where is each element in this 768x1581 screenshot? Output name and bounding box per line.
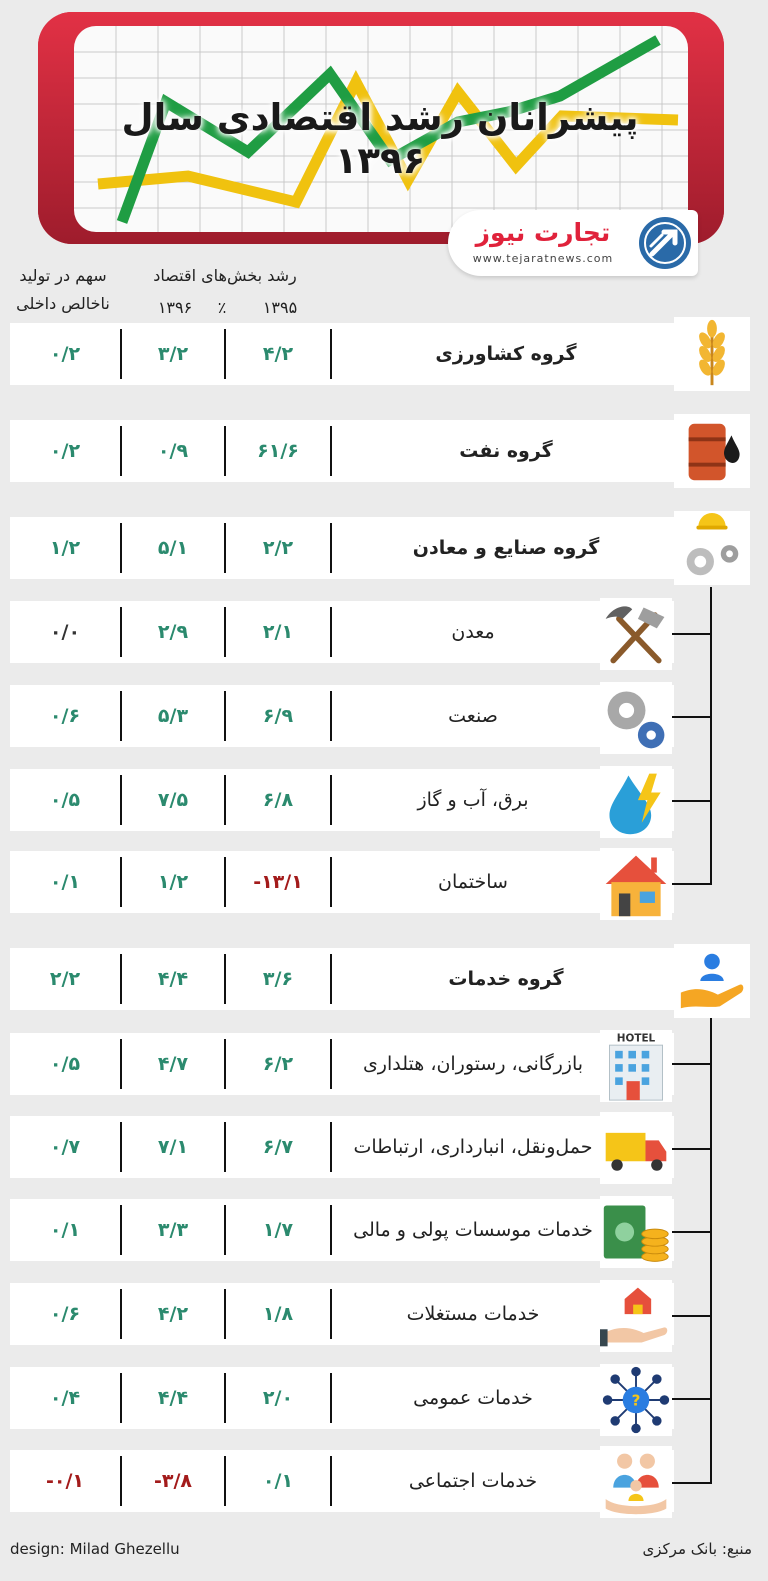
header-share-line1: سهم در تولید (19, 266, 107, 285)
growth-1395-value: ۲/۲ (262, 537, 294, 559)
bracket-tick (672, 883, 712, 885)
growth-1396-value: ۴/۴ (157, 1387, 189, 1409)
table-row (10, 851, 674, 913)
wheat-icon (674, 317, 750, 391)
growth-1395-value: ۱/۸ (262, 1303, 294, 1325)
logo-arrow-icon (638, 216, 692, 270)
growth-1395-value: ۶۱/۶ (257, 440, 299, 462)
water-electricity-icon (600, 766, 672, 838)
gears-icon (600, 682, 672, 754)
column-divider (330, 1289, 332, 1339)
growth-1396-value: ۳/۳ (157, 1219, 189, 1241)
growth-1395-value: ۶/۸ (262, 789, 294, 811)
column-divider (330, 857, 332, 907)
growth-1395-value: ۳/۶ (262, 968, 294, 990)
share-value: ۰/۵ (49, 1053, 81, 1075)
logo-name: تجارت نیوز (475, 218, 611, 247)
bracket-tick (672, 633, 712, 635)
money-coins-icon (600, 1196, 672, 1268)
growth-1396-value: ۳/۲ (157, 343, 189, 365)
growth-1396-value: ۷/۱ (157, 1136, 189, 1158)
sector-label: برق، آب و گاز (417, 789, 529, 811)
growth-1395-value: ۰/۱ (262, 1470, 294, 1492)
design-credit: design: Milad Ghezellu (10, 1540, 180, 1558)
table-row (10, 685, 674, 747)
house-icon (600, 848, 672, 920)
column-divider (330, 1205, 332, 1255)
header-1395: ۱۳۹۵ (262, 298, 298, 317)
sector-label: خدمات اجتماعی (408, 1470, 538, 1492)
sector-label: خدمات عمومی (413, 1387, 533, 1409)
growth-1396-value: ۲/۹ (157, 621, 189, 643)
column-divider (330, 1039, 332, 1089)
industry-gears-icon (674, 511, 750, 585)
growth-1396-value: -۳/۸ (153, 1470, 193, 1492)
growth-1395-value: ۴/۲ (262, 343, 294, 365)
sector-label: حمل‌ونقل، انبارداری، ارتباطات (353, 1136, 593, 1158)
bracket-tick (672, 1148, 712, 1150)
source-note: منبع: بانک مرکزی (642, 1540, 752, 1558)
table-row (10, 1116, 674, 1178)
table-row (10, 1199, 674, 1261)
sector-label: گروه صنایع و معادن (412, 537, 600, 559)
column-divider (330, 775, 332, 825)
table-row (10, 420, 674, 482)
service-hand-icon (674, 944, 750, 1018)
growth-1395-value: ۶/۲ (262, 1053, 294, 1075)
column-divider (330, 691, 332, 741)
table-row (10, 1450, 674, 1512)
bracket-tick (672, 1398, 712, 1400)
share-value: -۰/۱ (45, 1470, 85, 1492)
sector-label: خدمات موسسات پولی و مالی (353, 1219, 593, 1241)
bracket-tick (672, 716, 712, 718)
share-value: ۲/۲ (49, 968, 81, 990)
table-row (10, 517, 674, 579)
header-growth: رشد بخش‌های اقتصاد (153, 266, 297, 285)
growth-1396-value: ۵/۱ (157, 537, 189, 559)
growth-1396-value: ۴/۲ (157, 1303, 189, 1325)
bracket-tick (672, 1231, 712, 1233)
sector-label: گروه نفت (459, 440, 553, 462)
oil-barrel-icon (674, 414, 750, 488)
truck-icon (600, 1112, 672, 1184)
column-divider (330, 1373, 332, 1423)
share-value: ۰/۲ (49, 343, 81, 365)
table-row (10, 1033, 674, 1095)
growth-1395-value: ۲/۱ (262, 621, 294, 643)
bracket-tick (672, 1482, 712, 1484)
growth-1395-value: ۶/۹ (262, 705, 294, 727)
column-divider (330, 1122, 332, 1172)
column-divider (330, 329, 332, 379)
column-divider (330, 954, 332, 1004)
logo-url: www.tejaratnews.com (472, 252, 614, 265)
growth-1395-value: ۶/۷ (262, 1136, 294, 1158)
column-divider (330, 1456, 332, 1506)
growth-1395-value: ۱/۷ (262, 1219, 294, 1241)
table-row (10, 323, 674, 385)
table-row (10, 1367, 674, 1429)
table-row (10, 1283, 674, 1345)
growth-1396-value: ۵/۳ (157, 705, 189, 727)
bracket-tick (672, 800, 712, 802)
growth-1395-value: ۲/۰ (262, 1387, 294, 1409)
share-value: ۰/۱ (49, 871, 81, 893)
share-value: ۱/۲ (49, 537, 81, 559)
column-divider (330, 426, 332, 476)
header-1396: ۱۳۹۶ (157, 298, 193, 317)
table-row (10, 769, 674, 831)
sector-label: معدن (451, 621, 495, 643)
pickaxe-hammer-icon (600, 598, 672, 670)
share-value: ۰/۵ (49, 789, 81, 811)
svg-text:?: ? (631, 1391, 641, 1410)
column-divider (330, 607, 332, 657)
growth-1396-value: ۴/۷ (157, 1053, 189, 1075)
table-row (10, 601, 674, 663)
growth-1396-value: ۰/۹ (157, 440, 189, 462)
column-divider (330, 523, 332, 573)
share-value: ۰/۶ (49, 705, 81, 727)
sector-label: خدمات مستغلات (406, 1303, 540, 1325)
sector-label: ساختمان (438, 871, 508, 893)
public-network-icon (600, 1364, 672, 1436)
sector-label: گروه خدمات (448, 968, 564, 990)
sector-label: صنعت (448, 705, 498, 727)
header-share-line2: ناخالص داخلی (16, 294, 110, 313)
share-value: ۰/۶ (49, 1303, 81, 1325)
real-estate-hand-icon (600, 1280, 672, 1352)
svg-text:HOTEL: HOTEL (616, 1032, 656, 1045)
growth-1396-value: ۷/۵ (157, 789, 189, 811)
tejaratnews-logo (448, 210, 698, 276)
sector-label: گروه کشاورزی (435, 343, 577, 365)
share-value: ۰/۱ (49, 1219, 81, 1241)
bracket-tick (672, 1063, 712, 1065)
hotel-icon (600, 1030, 672, 1102)
share-value: ۰/۰ (49, 621, 81, 643)
header-banner (0, 0, 768, 300)
bracket-tick (672, 1315, 712, 1317)
growth-1396-value: ۴/۴ (157, 968, 189, 990)
services-group-bracket (710, 1018, 712, 1483)
industry-group-bracket (710, 587, 712, 884)
share-value: ۰/۷ (49, 1136, 81, 1158)
family-icon (600, 1446, 672, 1518)
growth-1396-value: ۱/۲ (157, 871, 189, 893)
sector-label: بازرگانی، رستوران، هتلداری (362, 1053, 584, 1075)
header-percent: ٪ (217, 298, 227, 317)
share-value: ۰/۴ (49, 1387, 81, 1409)
table-row (10, 948, 674, 1010)
growth-1395-value: -۱۳/۱ (253, 871, 303, 893)
share-value: ۰/۲ (49, 440, 81, 462)
page-title: پیشرانان رشد اقتصادی سال ۱۳۹۶ (121, 96, 639, 182)
